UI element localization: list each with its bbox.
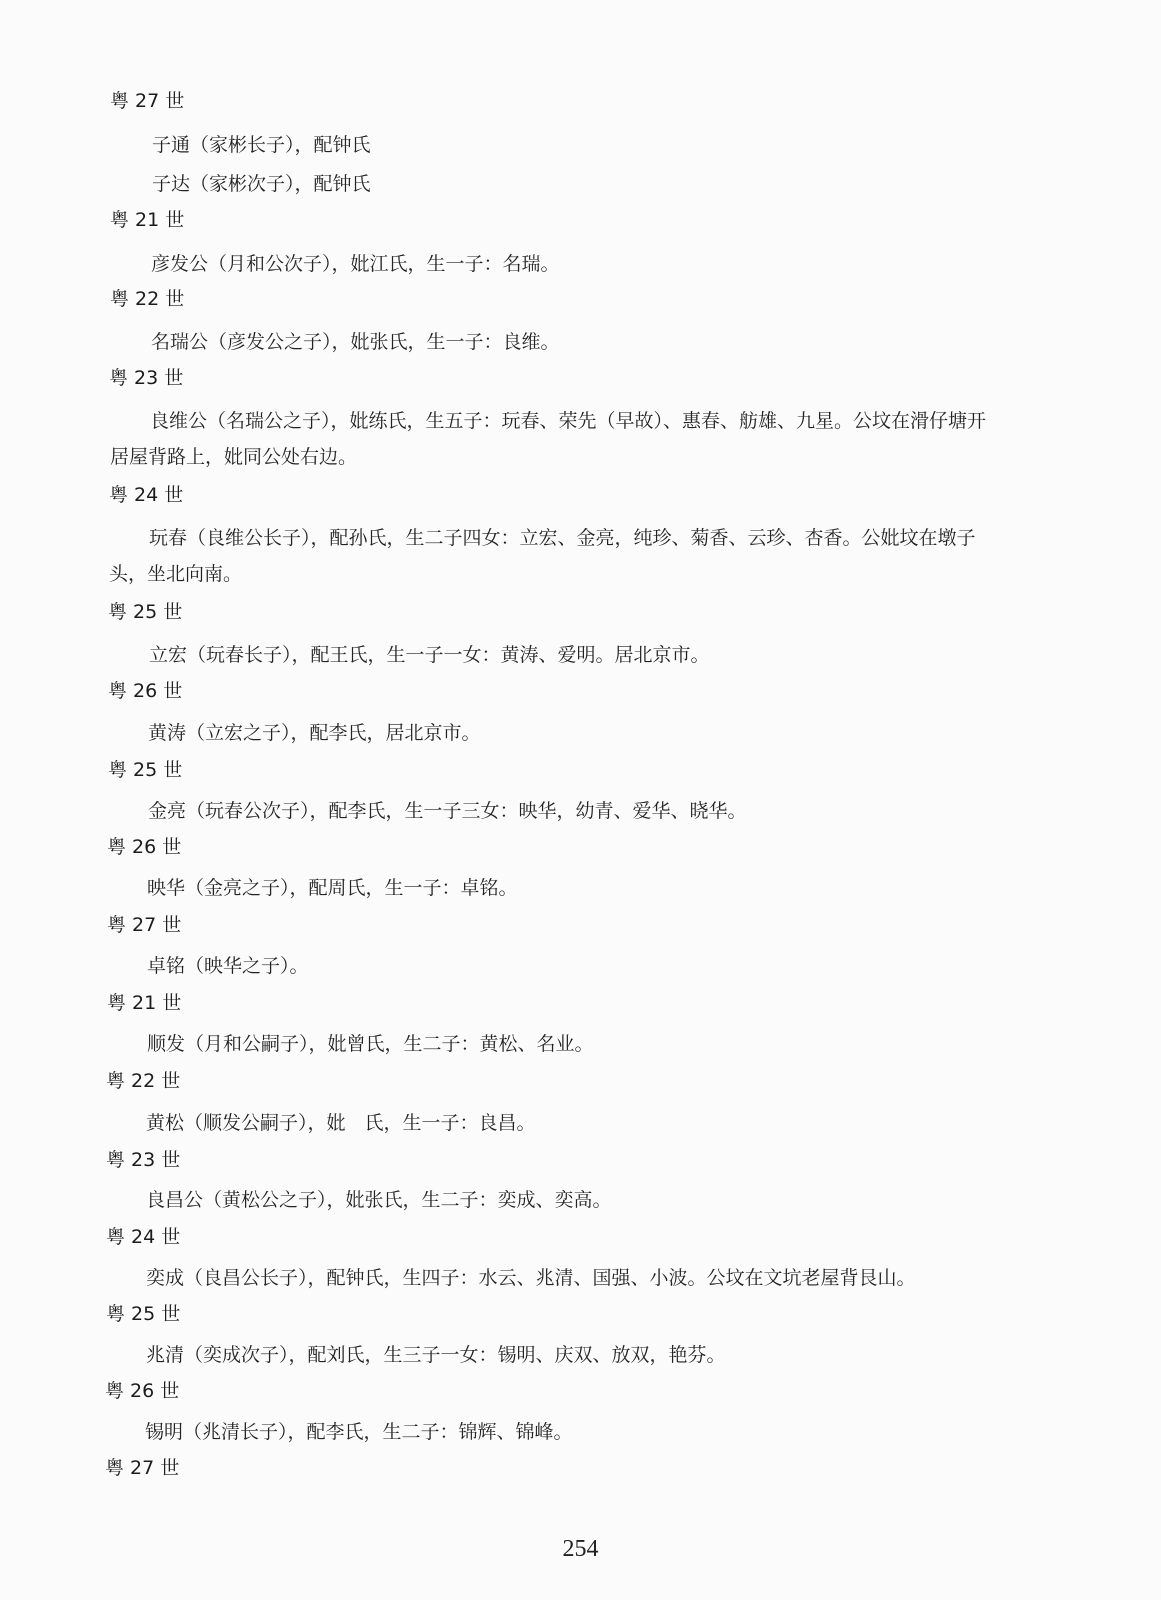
genealogy-entry: 奕成（良昌公长子），配钟氏，生四子：水云、兆清、国强、小波。公坟在文坑老屋背艮山。: [146, 1267, 916, 1289]
genealogy-entry: 子通（家彬长子），配钟氏: [152, 134, 371, 156]
generation-heading: 粤 21 世: [110, 209, 185, 231]
generation-heading: 粤 24 世: [106, 1226, 181, 1248]
genealogy-entry: 立宏（玩春长子），配王氏，生一子一女：黄涛、爱明。居北京市。: [149, 644, 710, 666]
generation-heading: 粤 24 世: [109, 484, 184, 506]
genealogy-entry: 锡明（兆清长子），配李氏，生二子：锦辉、锦峰。: [145, 1421, 573, 1443]
genealogy-entry: 良维公（名瑞公之子），妣练氏，生五子：玩春、荣先（早故）、惠春、舫雄、九星。公坟在滑仔塘开居屋背路上，妣同公处右边。: [110, 410, 987, 468]
generation-heading: 粤 25 世: [108, 601, 183, 623]
genealogy-entry: 黄涛（立宏之子），配李氏，居北京市。: [148, 722, 481, 744]
genealogy-entry: 映华（金亮之子），配周氏，生一子：卓铭。: [147, 877, 518, 899]
genealogy-entry: 名瑞公（彦发公之子），妣张氏，生一子：良维。: [151, 331, 560, 353]
generation-heading: 粤 22 世: [110, 288, 185, 310]
genealogy-entry: 卓铭（映华之子）。: [147, 955, 309, 977]
generation-heading: 粤 22 世: [106, 1070, 181, 1092]
genealogy-entry: 兆清（奕成次子），配刘氏，生三子一女：锡明、庆双、放双，艳芬。: [146, 1344, 726, 1366]
genealogy-entry: 黄松（顺发公嗣子），妣 氏，生一子：良昌。: [146, 1112, 536, 1134]
genealogy-entry: 彦发公（月和公次子），妣江氏，生一子：名瑞。: [151, 253, 560, 275]
genealogy-entry: 玩春（良维公长子），配孙氏，生二子四女：立宏、金亮，纯珍、菊香、云珍、杏香。公妣坟在墩子头，坐北向南。: [109, 527, 976, 585]
genealogy-entry: 金亮（玩春公次子），配李氏，生一子三女：映华，幼青、爱华、晓华。: [148, 800, 747, 822]
generation-heading: 粤 21 世: [107, 992, 182, 1014]
generation-heading: 粤 26 世: [108, 680, 183, 702]
generation-heading: 粤 27 世: [105, 1457, 180, 1479]
generation-heading: 粤 23 世: [106, 1149, 181, 1171]
generation-heading: 粤 26 世: [105, 1380, 180, 1402]
generation-heading: 粤 25 世: [108, 759, 183, 781]
genealogy-entry: 良昌公（黄松公之子），妣张氏，生二子：奕成、奕高。: [146, 1189, 612, 1211]
genealogy-entry: 子达（家彬次子），配钟氏: [152, 173, 371, 195]
page-number: 254: [562, 1536, 599, 1562]
generation-heading: 粤 27 世: [110, 90, 185, 112]
generation-heading: 粤 25 世: [106, 1303, 181, 1325]
generation-heading: 粤 23 世: [109, 367, 184, 389]
generation-heading: 粤 27 世: [107, 914, 182, 936]
generation-heading: 粤 26 世: [107, 836, 182, 858]
genealogy-entry: 顺发（月和公嗣子），妣曾氏，生二子：黄松、名业。: [147, 1033, 594, 1055]
